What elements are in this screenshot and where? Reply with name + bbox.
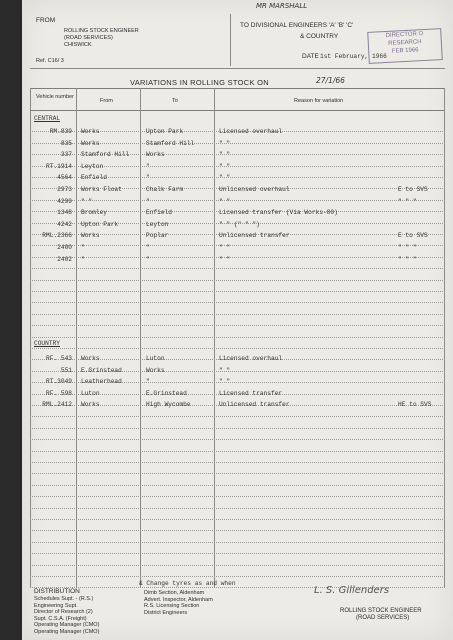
cell-from: Works [81, 139, 100, 147]
distribution-item: Director of Research (2) [34, 609, 93, 615]
col-line-1 [76, 88, 77, 588]
cell-num: 2973 [57, 186, 72, 193]
cell-to: Leyton [146, 220, 169, 228]
cell-num: 337 [60, 151, 72, 159]
cell-num: 835 [60, 139, 72, 147]
row-rule [30, 542, 445, 543]
row-rule [30, 257, 445, 258]
cell-num: 4299 [57, 197, 72, 205]
cell-to: " [146, 378, 150, 386]
section-country: COUNTRY [34, 340, 60, 347]
stamp-line-1: DIRECTOR O [385, 31, 424, 39]
from-line-2: (ROAD SERVICES) [64, 35, 113, 41]
cell-num: RF. 543 [46, 355, 72, 362]
cell-num: 551 [60, 366, 72, 374]
cell-to: " [146, 255, 150, 263]
cell-num: RT.1914 [46, 162, 72, 170]
row-rule [30, 302, 445, 303]
cell-from: E.Grinstead [81, 366, 122, 374]
cell-to: Works [146, 151, 165, 159]
row-rule [30, 200, 445, 201]
form-title: VARIATIONS IN ROLLING STOCK ON [130, 78, 270, 87]
cell-extra: " " " [398, 197, 417, 205]
cell-from: Upton Park [81, 220, 119, 228]
date-value: 1st February, 1966 [320, 53, 387, 60]
cell-to: " [146, 174, 150, 182]
row-rule [30, 485, 445, 486]
cell-num: 2402 [57, 255, 72, 263]
cell-from: Works Float [81, 186, 122, 193]
cell-reason: " " [219, 366, 231, 374]
cell-to: " [146, 162, 150, 170]
cell-reason: Unlicensed overhaul [219, 186, 290, 193]
signature-title-2: (ROAD SERVICES) [356, 615, 410, 621]
cell-to: Works [146, 366, 165, 374]
table-top-rule [30, 88, 445, 89]
cell-to: Luton [146, 355, 165, 362]
variations-table [22, 0, 453, 640]
cell-extra: HE to SVS [398, 401, 432, 409]
distribution-item: Dimb Section, Aldenham [144, 590, 205, 596]
cell-from: Leatherhead [81, 378, 122, 386]
cell-reason: " " [219, 244, 231, 251]
cell-reason: " " [219, 378, 231, 386]
row-rule [30, 325, 445, 326]
from-line-3: CHISWICK [64, 42, 92, 48]
cell-reason: Unlicensed transfer [219, 401, 290, 409]
cell-reason: " " [219, 151, 231, 159]
ref-number: Ref. C16/ 3 [36, 58, 64, 64]
col-header-reason: Reason for variation [294, 98, 344, 104]
cell-from: Leyton [81, 162, 104, 170]
col-line-0 [30, 88, 31, 588]
cell-reason: Licensed transfer [219, 389, 283, 397]
footer-note: & Change tyres as and when [139, 580, 236, 587]
row-rule [30, 508, 445, 509]
distribution-item: Schedules Supt. - (R.S.) [34, 596, 94, 602]
col-header-to: To [172, 98, 178, 104]
cell-extra: " " " [398, 244, 417, 251]
cell-to: Enfield [146, 209, 172, 217]
row-rule [30, 348, 445, 349]
cell-from: Works [81, 128, 100, 135]
distribution-item: Operating Manager (CMO) [34, 622, 100, 628]
cell-num: RF. 598 [46, 389, 72, 397]
cell-from: " [81, 255, 85, 263]
to-line-2: & COUNTRY [300, 33, 339, 40]
cell-from: Luton [81, 389, 100, 397]
cell-reason: " " [219, 255, 231, 263]
cell-from: Bromley [81, 209, 107, 217]
table-header-rule [30, 110, 445, 111]
row-rule [30, 519, 445, 520]
section-central: CENTRAL [34, 115, 60, 122]
distribution-label: DISTRIBUTION [34, 588, 80, 595]
cell-num: 1348 [57, 209, 72, 217]
cell-to: " [146, 244, 150, 251]
distribution-item: District Engineers [144, 609, 188, 616]
cell-extra: E to SVS [398, 186, 428, 193]
distribution-item: Operating Manager (CMO) [34, 628, 100, 635]
cell-reason: Licensed overhaul [219, 355, 283, 362]
cell-to: Poplar [146, 232, 169, 240]
cell-reason: " " [219, 174, 231, 182]
cell-num: RML.2366 [42, 232, 72, 240]
cell-reason: Licensed transfer (Via Works-80) [219, 209, 338, 217]
row-rule [30, 439, 445, 440]
cell-num: RM.839 [49, 128, 72, 135]
distribution-item: Supt. C.S.A. (Freight) [34, 615, 87, 622]
from-line-1: ROLLING STOCK ENGINEER [64, 28, 139, 34]
cell-reason: " " (" " ") [219, 220, 260, 228]
cell-num: 2400 [57, 244, 72, 251]
distribution-item: Engineering Supt. [34, 602, 78, 609]
col-header-vehicle: Vehicle number [36, 94, 74, 100]
col-line-4 [444, 88, 445, 588]
col-line-2 [140, 88, 141, 588]
row-rule [30, 576, 445, 577]
row-rule [30, 314, 445, 315]
cell-num: 4242 [57, 220, 72, 228]
cell-num: RT.3049 [46, 378, 72, 386]
cell-to: High Wycombe [146, 401, 191, 409]
handwritten-note: MR MARSHALL [256, 2, 308, 10]
cell-to: " [146, 197, 150, 205]
cell-to: Upton Park [146, 128, 184, 135]
cell-from: " [81, 244, 85, 251]
cell-from: Stamford Hill [81, 151, 130, 159]
cell-reason: " " [219, 162, 231, 170]
stamp-line-2: RESEARCH [388, 39, 422, 47]
cell-from: " " [81, 197, 93, 205]
col-header-from: From [100, 98, 113, 104]
form-date: 27/1/66 [316, 76, 345, 85]
cell-reason: " " [219, 139, 231, 147]
row-rule [30, 245, 445, 246]
date-label: DATE [302, 53, 319, 60]
row-rule [30, 462, 445, 463]
row-rule [30, 553, 445, 554]
row-rule [30, 337, 445, 338]
row-rule [30, 451, 445, 452]
row-rule [30, 428, 445, 429]
distribution-item: Advert. Inspector, Aldenham [144, 596, 213, 603]
cell-reason: " " [219, 197, 231, 205]
row-rule [30, 416, 445, 417]
row-rule [30, 280, 445, 281]
cell-to: Stamford Hill [146, 139, 195, 147]
cell-from: Works [81, 355, 100, 362]
distribution-item: R.S. Licensing Section [144, 603, 200, 609]
rolling-stock-form [22, 0, 453, 640]
row-rule [30, 268, 445, 269]
col-line-3 [214, 88, 215, 588]
signature: L. S. Gillenders [314, 585, 390, 596]
cell-reason: Unlicensed transfer [219, 232, 290, 240]
cell-num: RML.2412 [42, 401, 72, 409]
cell-num: 4564 [57, 174, 72, 182]
signature-title-1: ROLLING STOCK ENGINEER [340, 608, 422, 614]
cell-reason: Licensed overhaul [219, 128, 283, 135]
row-rule [30, 565, 445, 566]
cell-extra: E to SVS [398, 232, 428, 240]
to-line: TO DIVISIONAL ENGINEERS 'A' 'B' 'C' [240, 22, 354, 29]
row-rule [30, 530, 445, 531]
stamp-line-3: FEB 1966 [391, 47, 419, 55]
cell-to: Chalk Farm [146, 186, 184, 193]
cell-to: E.Grinstead [146, 389, 187, 397]
row-rule [30, 473, 445, 474]
cell-from: Works [81, 401, 100, 409]
cell-from: Works [81, 232, 100, 240]
cell-from: Enfield [81, 174, 107, 182]
row-rule [30, 291, 445, 292]
from-label: FROM [36, 17, 56, 24]
row-rule [30, 496, 445, 497]
cell-extra: " " " [398, 255, 417, 263]
